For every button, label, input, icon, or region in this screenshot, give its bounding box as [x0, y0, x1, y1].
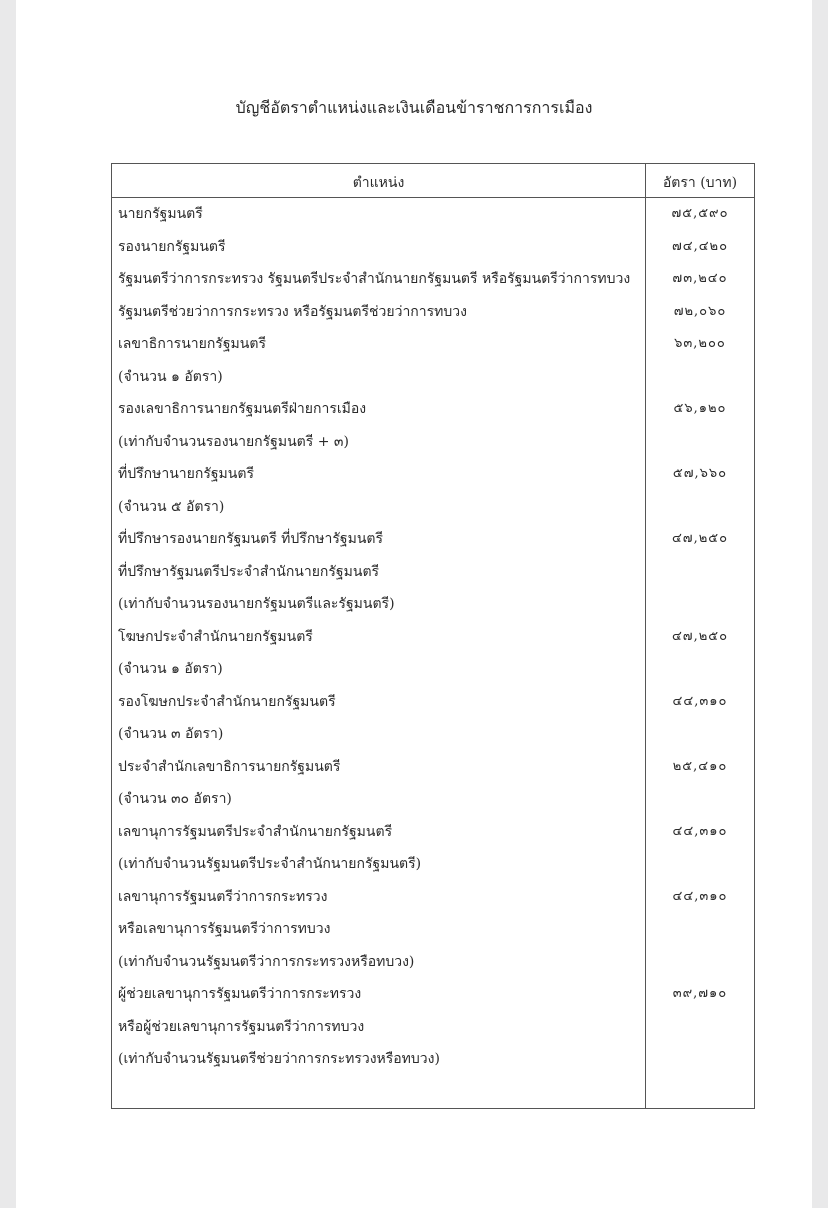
position-cell: รองนายกรัฐมนตรี [118, 238, 226, 255]
rate-cell: ๕๖,๑๒๐ [673, 401, 727, 416]
position-cell: (เท่ากับจำนวนรัฐมนตรีว่าการกระทรวงหรือทบวง) [118, 953, 415, 970]
table-row [112, 816, 754, 848]
table-row [112, 198, 754, 230]
position-cell: (จำนวน ๑ อัตรา) [118, 368, 223, 385]
table-row [112, 393, 754, 425]
table-row [112, 588, 754, 620]
rate-cell: ๗๒,๐๖๐ [673, 303, 727, 319]
table-header [112, 164, 754, 198]
document-title: บัญชีอัตราตำแหน่งและเงินเดือนข้าราชการการเมือง [235, 98, 593, 117]
position-cell: ผู้ช่วยเลขานุการรัฐมนตรีว่าการกระทรวง [118, 986, 362, 1002]
position-cell: เลขานุการรัฐมนตรีประจำสำนักนายกรัฐมนตรี [118, 823, 393, 840]
position-cell: (จำนวน ๓ อัตรา) [118, 726, 224, 742]
rate-cell: ๔๔,๓๑๐ [672, 693, 728, 709]
rate-cell: ๖๓,๒๐๐ [674, 336, 726, 351]
position-cell: (จำนวน ๓๐ อัตรา) [118, 791, 232, 807]
document-page [16, 0, 812, 1208]
table-row [112, 848, 754, 880]
position-cell: รองโฆษกประจำสำนักนายกรัฐมนตรี [118, 693, 336, 710]
rate-cell: ๔๔,๓๑๐ [672, 888, 728, 904]
position-cell: (จำนวน ๕ อัตรา) [118, 498, 225, 515]
position-cell: ประจำสำนักเลขาธิการนายกรัฐมนตรี [118, 758, 341, 775]
rate-cell: ๗๔,๔๒๐ [671, 238, 729, 254]
table-row [112, 1043, 754, 1075]
rate-cell: ๔๗,๒๕๐ [671, 628, 729, 644]
position-cell: รัฐมนตรีว่าการกระทรวง รัฐมนตรีประจำสำนักนายกรัฐมนตรี หรือรัฐมนตรีว่าการทบวง [118, 271, 631, 287]
rate-cell: ๓๙,๗๑๐ [672, 986, 728, 1001]
table-row [112, 426, 754, 458]
table-row [112, 523, 754, 555]
table-row [112, 913, 754, 945]
table-row [112, 296, 754, 328]
table-row [112, 621, 754, 653]
table-row [112, 783, 754, 815]
rate-cell: ๕๗,๖๖๐ [672, 466, 728, 481]
table-row [112, 458, 754, 490]
position-cell: เลขาธิการนายกรัฐมนตรี [118, 336, 266, 352]
position-cell: เลขานุการรัฐมนตรีว่าการกระทรวง [118, 888, 328, 905]
position-cell: (เท่ากับจำนวนรัฐมนตรีช่วยว่าการกระทรวงหรือทบวง) [118, 1051, 440, 1067]
table-row [112, 653, 754, 685]
position-cell: รองเลขาธิการนายกรัฐมนตรีฝ่ายการเมือง [118, 401, 367, 417]
table-row [112, 328, 754, 360]
table-row [112, 881, 754, 913]
position-cell: รัฐมนตรีช่วยว่าการกระทรวง หรือรัฐมนตรีช่วยว่าการทบวง [118, 303, 467, 320]
position-cell: (เท่ากับจำนวนรัฐมนตรีประจำสำนักนายกรัฐมนตรี) [118, 856, 422, 872]
table-row [112, 231, 754, 263]
position-cell: (เท่ากับจำนวนรองนายกรัฐมนตรี + ๓) [118, 433, 349, 450]
position-cell: ที่ปรึกษารัฐมนตรีประจำสำนักนายกรัฐมนตรี [118, 563, 380, 580]
table-row [112, 751, 754, 783]
position-cell: (เท่ากับจำนวนรองนายกรัฐมนตรีและรัฐมนตรี) [118, 596, 395, 612]
header-position: ตำแหน่ง [352, 175, 405, 191]
position-cell: นายกรัฐมนตรี [118, 206, 203, 222]
table-row [112, 946, 754, 978]
table-row [112, 1011, 754, 1043]
position-cell: หรือผู้ช่วยเลขานุการรัฐมนตรีว่าการทบวง [118, 1018, 365, 1035]
position-cell: โฆษกประจำสำนักนายกรัฐมนตรี [118, 628, 313, 645]
table-row [112, 556, 754, 588]
table-row [112, 361, 754, 393]
position-cell: ที่ปรึกษานายกรัฐมนตรี [118, 466, 254, 482]
table-row [112, 978, 754, 1010]
position-cell: (จำนวน ๑ อัตรา) [118, 661, 223, 677]
position-cell: หรือเลขานุการรัฐมนตรีว่าการทบวง [118, 921, 331, 937]
table-row [112, 491, 754, 523]
rate-cell: ๗๓,๒๔๐ [672, 271, 728, 286]
rate-cell: ๗๕,๕๙๐ [671, 206, 729, 221]
rate-cell: ๔๗,๒๕๐ [671, 531, 729, 546]
salary-table [111, 163, 755, 1109]
header-rate: อัตรา (บาท) [662, 175, 738, 191]
table-row [112, 718, 754, 750]
table-row [112, 686, 754, 718]
rate-cell: ๔๔,๓๑๐ [672, 823, 728, 839]
table-row [112, 263, 754, 295]
position-cell: ที่ปรึกษารองนายกรัฐมนตรี ที่ปรึกษารัฐมนตรี [118, 531, 384, 547]
rate-cell: ๒๕,๔๑๐ [672, 758, 728, 774]
